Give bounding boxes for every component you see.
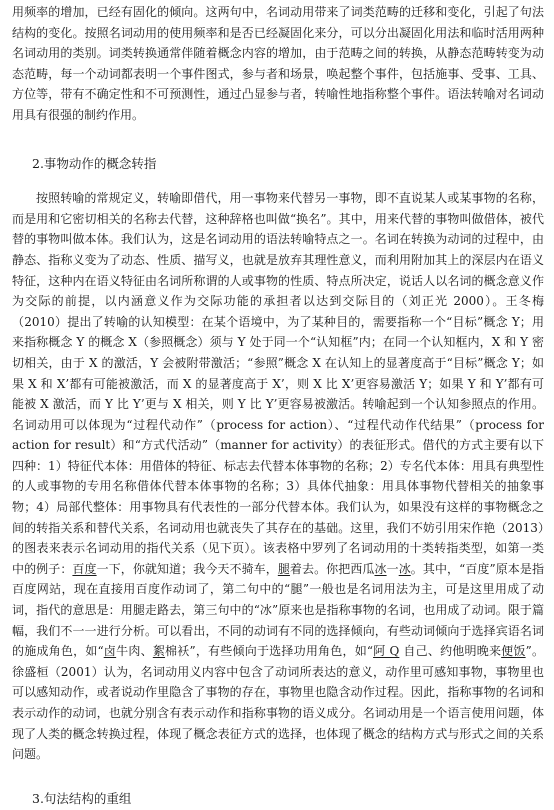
- paragraph-intro: 用频率的增加，已经有固化的倾向。这两句中，名词动用带来了词类范畴的迁移和变化，引起了句法结构的变化。按照名词动用的使用频率和是否已经凝固化来分，可以分出凝固化用法和临时活用两种名词动用的类别。词类转换通常伴随着概念内容的增加，由于范畴之间的转换，从静态范畴转变为动态范畴，每一个动词都表明一个事件图式，参与者和场景，唤起整个事件，包括施事、受事、工具、方位等，带有不确定性和不可预测性，通过凸显参与者，转喻性地指称整个事件。语法转喻对名词动用具有很强的制约作用。: [12, 5, 544, 122]
- section-heading-3: 3.句法结构的重组: [32, 790, 132, 806]
- example-a-q: 阿 Q: [373, 644, 400, 659]
- paragraph-text: 棉袄”，有些倾向于选择功用角色，如“: [165, 644, 374, 659]
- paragraph-text: 一下，你就知道；我今天不骑车，: [96, 561, 278, 576]
- paragraph-text: 一: [386, 561, 399, 576]
- example-bing-2: 冰: [398, 561, 411, 576]
- example-tui: 腿: [277, 561, 290, 576]
- paragraph-text: 着去。你把西瓜: [289, 561, 375, 576]
- paragraph-conceptual-metonymy: [12, 188, 544, 765]
- example-bianfan: 便饭: [501, 644, 526, 659]
- example-lu: 卤: [103, 644, 117, 659]
- section-heading-2: 2.事物动作的概念转指: [32, 155, 157, 171]
- paragraph-text: 牛肉、: [116, 644, 153, 659]
- example-xu: 絮: [152, 644, 166, 659]
- paragraph-text: 。其中，“百度”原本是指百度网站，现在直接用百度作动词了，第二句中的“腿”一般也是名词用法为主，可是这里用成了动词，指代的意思是：用腿走路去，第三句中的“冰”原来也是指称事物的名词，也用成了动词。限于篇幅，我们不一一进行分析。可以看出，不同的动词有不同的选择倾向，有些动词倾向于选择宾语名词的施成角色，如“: [12, 561, 544, 659]
- paragraph-text: 按照转喻的常规定义，转喻即借代，用一事物来代替另一事物，即不直说某人或某事物的名称，而是用和它密切相关的名称去代替，这种辞格也叫做“换名”。其中，用来代替的事物叫做借体，被代替的事物叫做本体。我们认为，这是名词动用的语法转喻特点之一。名词在转换为动词的过程中，由静态、指称义变为了动态、性质、描写义，也就是放弃其理性意义，而利用附加其上的深层内在语义特征，这种内在语义特征由名词所称谓的人或事物的性质、特点所决定，说话人以名词的概念意义作为交际的前提，以内涵意义作为交际功能的承担者以达到交际目的（刘正光 2000）。王冬梅（2010）提出了转喻的认知模型：在某个语境中，为了某种目的，需要指称一个“目标”概念 Y；用来指称概念 Y 的概念 X（参照概念）须与 Y 处于同一个“认知框”内；在同一个认知框内，X 和 Y 密切相关，由于 X 的激活，Y 会被附带激活；“参照”概念 X 在认知上的显著度高于“目标”概念 Y；如果 X 和 X’都有可能被激活，而 X 的显著度高于 X’，则 X 比 X’更容易激活 Y；如果 Y 和 Y’都有可能被 X 激活，而 Y 比 Y’更与 X 相关，则 Y 比 Y’更容易被激活。转喻起到一个认知参照点的作用。名词动用可以体现为“过程代动作”（process for action）、“过程代动作代结果”（process for action for result）和“方式代活动”（manner for activity）的表征形式。借代的方式主要有以下四种：1）特征代本体：用借体的特征、标志去代替本体事物的名称；2）专名代本体：用具有典型性的人或事物的专用名称借体代替本体事物的名称；3）具体代抽象：用具体事物代替相关的抽象事物；4）局部代整体：用事物具有代表性的一部分代替本体。我们认为，如果没有这样的事物概念之间的转指关系和替代关系，名词动用也就丧失了其存在的基础。这里，我们不妨引用宋作艳（2013）的图表来表示名词动用的指代关系（见下页）。该表格中罗列了名词动用的十类转指类型，如第一类中的例子：: [12, 191, 544, 576]
- example-bing-1: 冰: [374, 561, 387, 576]
- example-baidu: 百度: [72, 561, 97, 576]
- paragraph-text: 自己、约他明晚来: [399, 644, 502, 659]
- paragraph-text: ”。徐盛桓（2001）认为，名词动用义内容中包含了动词所表达的意义，动作里可感知事物，事物里也可以感知动作，或者说动作里隐含了事物的存在，事物里也隐含动作过程。因此，指称事物的名词和表示动作的动词，也就分别含有表示动作和指称事物的语义成分。名词动用是一个语言使用问题，体现了人类的概念转换过程，体现了概念表征方式的选择，也体现了概念的结构方式与形式之间的关系问题。: [12, 644, 544, 762]
